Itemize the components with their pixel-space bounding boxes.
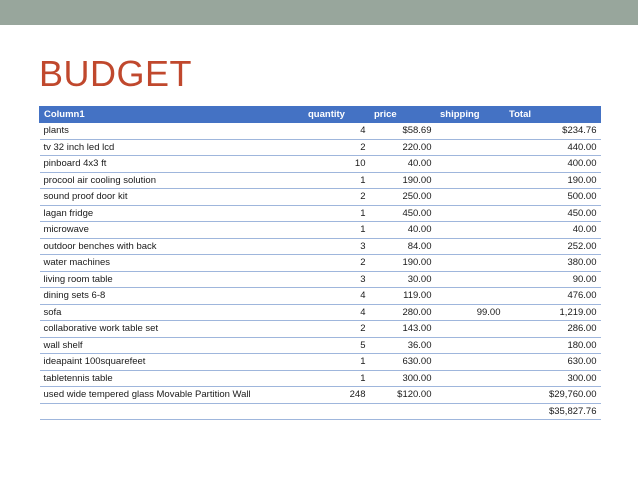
cell-shipping — [436, 123, 505, 140]
table-row — [40, 387, 601, 404]
cell-shipping — [436, 172, 505, 189]
top-bar — [0, 0, 638, 25]
table-row — [40, 354, 601, 371]
table-row — [40, 403, 601, 420]
table-row — [40, 304, 601, 321]
cell-column1: sound proof door kit — [40, 189, 304, 206]
cell-shipping — [436, 370, 505, 387]
cell-quantity: 2 — [304, 255, 370, 272]
cell-quantity: 248 — [304, 387, 370, 404]
cell-total: 252.00 — [505, 238, 601, 255]
cell-total: 40.00 — [505, 222, 601, 239]
cell-column1: plants — [40, 123, 304, 140]
table-row — [40, 238, 601, 255]
cell-price — [370, 403, 436, 420]
cell-price: 190.00 — [370, 255, 436, 272]
table-row — [40, 172, 601, 189]
cell-total: 400.00 — [505, 156, 601, 173]
cell-column1: procool air cooling solution — [40, 172, 304, 189]
cell-price: 40.00 — [370, 156, 436, 173]
cell-price: 40.00 — [370, 222, 436, 239]
cell-column1: ideapaint 100squarefeet — [40, 354, 304, 371]
cell-total: 440.00 — [505, 139, 601, 156]
cell-price: 143.00 — [370, 321, 436, 338]
cell-price: 84.00 — [370, 238, 436, 255]
column-header-shipping: shipping — [436, 107, 505, 123]
cell-quantity: 4 — [304, 304, 370, 321]
table-row — [40, 255, 601, 272]
cell-quantity: 3 — [304, 271, 370, 288]
cell-shipping: 99.00 — [436, 304, 505, 321]
cell-column1: pinboard 4x3 ft — [40, 156, 304, 173]
cell-total: 1,219.00 — [505, 304, 601, 321]
cell-total: $29,760.00 — [505, 387, 601, 404]
column-header-price: price — [370, 107, 436, 123]
cell-total: 380.00 — [505, 255, 601, 272]
cell-price: 280.00 — [370, 304, 436, 321]
cell-quantity: 1 — [304, 205, 370, 222]
table-row — [40, 139, 601, 156]
cell-total: 300.00 — [505, 370, 601, 387]
cell-total: 190.00 — [505, 172, 601, 189]
table-row — [40, 205, 601, 222]
cell-column1 — [40, 403, 304, 420]
cell-price: 36.00 — [370, 337, 436, 354]
cell-total: 500.00 — [505, 189, 601, 206]
cell-column1: used wide tempered glass Movable Partition Wall — [40, 387, 304, 404]
table-row — [40, 271, 601, 288]
cell-quantity: 1 — [304, 354, 370, 371]
budget-table-container — [39, 106, 600, 420]
cell-shipping — [436, 139, 505, 156]
cell-shipping — [436, 288, 505, 305]
cell-column1: tv 32 inch led lcd — [40, 139, 304, 156]
cell-quantity — [304, 403, 370, 420]
table-row — [40, 321, 601, 338]
cell-shipping — [436, 189, 505, 206]
cell-shipping — [436, 238, 505, 255]
cell-column1: wall shelf — [40, 337, 304, 354]
cell-shipping — [436, 205, 505, 222]
cell-quantity: 10 — [304, 156, 370, 173]
table-row — [40, 156, 601, 173]
cell-quantity: 1 — [304, 172, 370, 189]
cell-column1: water machines — [40, 255, 304, 272]
cell-price: 119.00 — [370, 288, 436, 305]
cell-total: 180.00 — [505, 337, 601, 354]
column-header-quantity: quantity — [304, 107, 370, 123]
cell-quantity: 4 — [304, 288, 370, 305]
table-header-row — [40, 107, 601, 123]
table-body — [40, 123, 601, 420]
cell-total: 630.00 — [505, 354, 601, 371]
cell-total: 476.00 — [505, 288, 601, 305]
cell-quantity: 5 — [304, 337, 370, 354]
cell-shipping — [436, 403, 505, 420]
cell-column1: tabletennis table — [40, 370, 304, 387]
cell-shipping — [436, 156, 505, 173]
cell-shipping — [436, 387, 505, 404]
cell-total: 450.00 — [505, 205, 601, 222]
cell-price: 630.00 — [370, 354, 436, 371]
cell-shipping — [436, 222, 505, 239]
table-row — [40, 189, 601, 206]
cell-column1: collaborative work table set — [40, 321, 304, 338]
cell-shipping — [436, 337, 505, 354]
cell-column1: microwave — [40, 222, 304, 239]
cell-price: 30.00 — [370, 271, 436, 288]
cell-quantity: 4 — [304, 123, 370, 140]
cell-price: $58.69 — [370, 123, 436, 140]
cell-quantity: 3 — [304, 238, 370, 255]
cell-shipping — [436, 321, 505, 338]
cell-quantity: 2 — [304, 139, 370, 156]
cell-column1: sofa — [40, 304, 304, 321]
table-row — [40, 222, 601, 239]
table-row — [40, 288, 601, 305]
cell-price: 300.00 — [370, 370, 436, 387]
cell-total: 90.00 — [505, 271, 601, 288]
cell-price: 190.00 — [370, 172, 436, 189]
cell-price: 220.00 — [370, 139, 436, 156]
cell-quantity: 1 — [304, 370, 370, 387]
cell-total: $35,827.76 — [505, 403, 601, 420]
cell-column1: dining sets 6-8 — [40, 288, 304, 305]
cell-shipping — [436, 271, 505, 288]
cell-quantity: 1 — [304, 222, 370, 239]
cell-quantity: 2 — [304, 189, 370, 206]
column-header-column1: Column1 — [40, 107, 304, 123]
cell-total: 286.00 — [505, 321, 601, 338]
column-header-total: Total — [505, 107, 601, 123]
table-row — [40, 337, 601, 354]
cell-shipping — [436, 255, 505, 272]
cell-price: 450.00 — [370, 205, 436, 222]
cell-shipping — [436, 354, 505, 371]
budget-table — [39, 106, 601, 420]
cell-column1: outdoor benches with back — [40, 238, 304, 255]
cell-quantity: 2 — [304, 321, 370, 338]
slide-title: BUDGET — [39, 53, 193, 94]
table-row — [40, 123, 601, 140]
cell-column1: living room table — [40, 271, 304, 288]
cell-price: 250.00 — [370, 189, 436, 206]
table-row — [40, 370, 601, 387]
cell-price: $120.00 — [370, 387, 436, 404]
cell-column1: lagan fridge — [40, 205, 304, 222]
cell-total: $234.76 — [505, 123, 601, 140]
